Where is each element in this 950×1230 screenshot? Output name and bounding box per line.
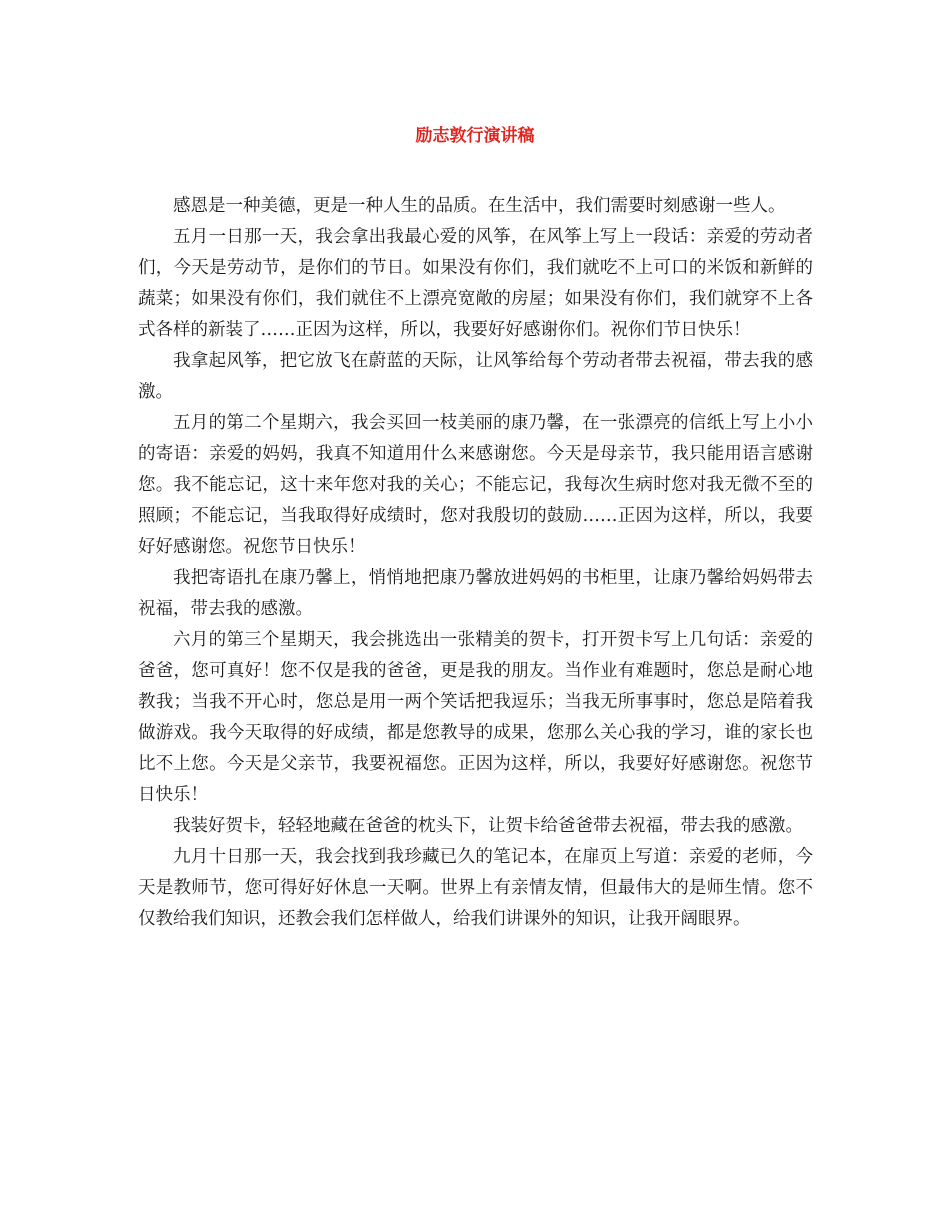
paragraph: 我装好贺卡，轻轻地藏在爸爸的枕头下，让贺卡给爸爸带去祝福，带去我的感激。 [173, 816, 803, 836]
paragraph: 我拿起风筝，把它放飞在蔚蓝的天际，让风筝给每个劳动者带去祝福，带去我的感激。 [138, 351, 813, 402]
paragraph: 我把寄语扎在康乃馨上，悄悄地把康乃馨放进妈妈的书柜里，让康乃馨给妈妈带去祝福，带去我的感激。 [138, 568, 813, 619]
paragraph: 九月十日那一天，我会找到我珍藏已久的笔记本，在扉页上写道：亲爱的老师，今天是教师节，您可得好好休息一天啊。世界上有亲情友情，但最伟大的是师生情。您不仅教给我们知识，还教会我们怎样做人，给我们讲课外的知识，让我开阔眼界。 [138, 847, 813, 929]
paragraph: 感恩是一种美德，更是一种人生的品质。在生活中，我们需要时刻感谢一些人。 [173, 196, 786, 216]
paragraph: 六月的第三个星期天，我会挑选出一张精美的贺卡，打开贺卡写上几句话：亲爱的爸爸，您可真好！您不仅是我的爸爸，更是我的朋友。当作业有难题时，您总是耐心地教我；当我不开心时，您总是用一两个笑话把我逗乐；当我无所事事时，您总是陪着我做游戏。我今天取得的好成绩，都是您教导的成果，您那么关心我的学习，谁的家长也比不上您。今天是父亲节，我要祝福您。正因为这样，所以，我要好好感谢您。祝您节日快乐！ [138, 630, 813, 805]
paragraph: 五月一日那一天，我会拿出我最心爱的风筝，在风筝上写上一段话：亲爱的劳动者们，今天是劳动节，是你们的节日。如果没有你们，我们就吃不上可口的米饭和新鲜的蔬菜；如果没有你们，我们就住不上漂亮宽敞的房屋；如果没有你们，我们就穿不上各式各样的新装了……正因为这样，所以，我要好好感谢你们。祝你们节日快乐！ [138, 227, 813, 340]
document-title: 励志敦行演讲稿 [415, 126, 535, 146]
paragraph: 五月的第二个星期六，我会买回一枝美丽的康乃馨，在一张漂亮的信纸上写上小小的寄语：亲爱的妈妈，我真不知道用什么来感谢您。今天是母亲节，我只能用语言感谢您。我不能忘记，这十来年您对我的关心；不能忘记，我每次生病时您对我无微不至的照顾；不能忘记，当我取得好成绩时，您对我殷切的鼓励……正因为这样，所以，我要好好感谢您。祝您节日快乐！ [138, 413, 813, 557]
document-body [138, 191, 813, 935]
